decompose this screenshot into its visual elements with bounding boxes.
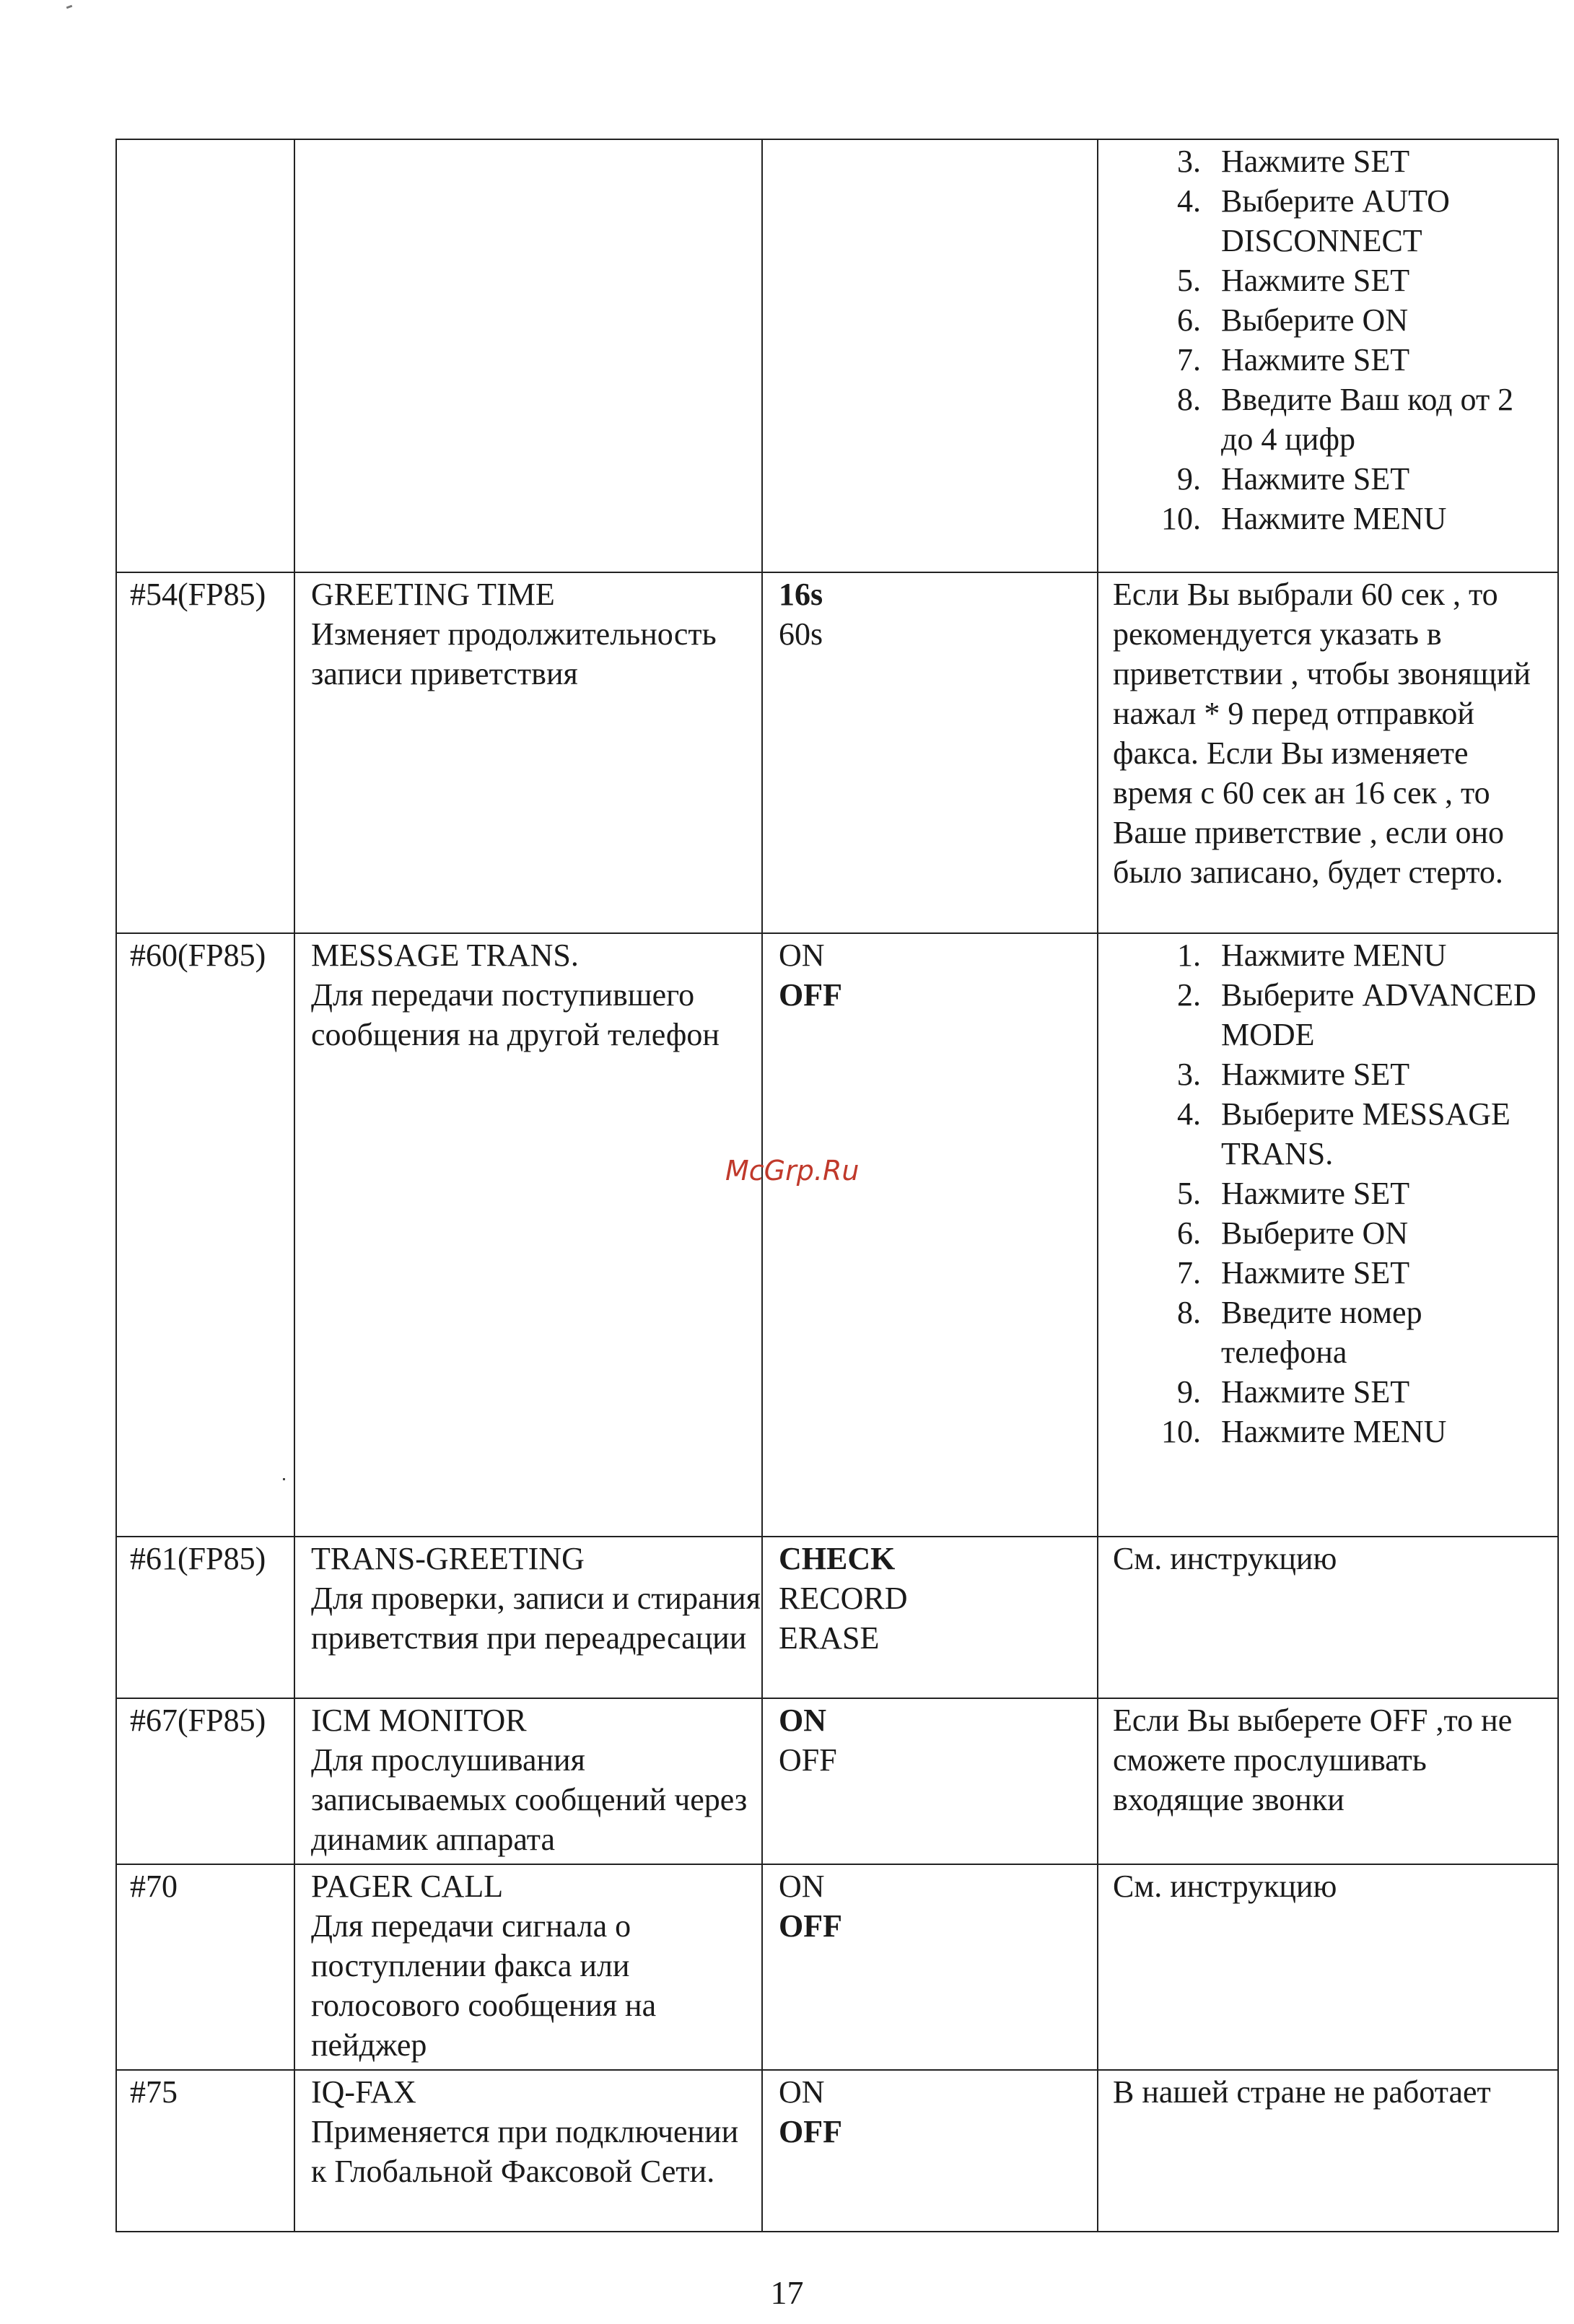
list-item: 1. Нажмите MENU [1177,938,1447,973]
option-default: 16s [779,577,823,612]
function-title: TRANS-GREETING [311,1541,585,1576]
instructions-cell [1098,933,1558,1537]
list-item: 7. Нажмите SET [1177,1255,1410,1290]
note-cell: В нашей стране не работает [1098,2070,1558,2232]
code-cell: #61(FP85) [116,1537,294,1698]
option: RECORD [779,1581,908,1616]
steps-list [1113,935,1553,1451]
list-item: 7. Нажмите SET [1177,342,1410,377]
function-cell [294,1698,762,1864]
note-cell: См. инструкцию [1098,1537,1558,1698]
list-item: 10. Нажмите MENU [1161,501,1447,536]
table-row [116,1698,1558,1864]
options-cell [762,139,1098,572]
function-description: Для передачи поступившего сообщения на другой телефон [311,977,720,1052]
options-cell [762,2070,1098,2232]
code-cell: #75 [116,2070,294,2232]
function-description: Для прослушивания записываемых сообщений через динамик аппарата [311,1742,748,1857]
list-item: 5. Нажмите SET [1177,263,1410,298]
list-item: 8. Введите номер телефона [1177,1295,1422,1370]
code-cell: #70 [116,1864,294,2070]
function-description: Изменяет продолжительность записи приветствия [311,616,717,691]
function-description: Для проверки, записи и стирания приветствия при переадресации [311,1581,761,1656]
option: ON [779,938,825,973]
list-item: 2. Выберите ADVANCED MODE [1177,977,1536,1052]
table-row [116,139,1558,572]
list-item: 6. Выберите ON [1177,302,1409,338]
list-item: 9. Нажмите SET [1177,461,1410,497]
note-cell: См. инструкцию [1098,1864,1558,2070]
code-cell: #60(FP85) [116,933,294,1537]
list-item: 8. Введите Ваш код от 2 до 4 цифр [1177,382,1514,457]
code-cell: #67(FP85) [116,1698,294,1864]
list-item: 10. Нажмите MENU [1161,1414,1447,1449]
options-cell [762,933,1098,1537]
function-title: ICM MONITOR [311,1703,527,1738]
table-row [116,572,1558,933]
list-item: 3. Нажмите SET [1177,144,1410,179]
function-cell [294,933,762,1537]
options-cell [762,572,1098,933]
options-cell [762,1537,1098,1698]
list-item: 4. Выберите MESSAGE TRANS. [1177,1096,1510,1171]
function-cell [294,1864,762,2070]
table-row [116,1537,1558,1698]
list-item: 5. Нажмите SET [1177,1176,1410,1211]
function-cell [294,2070,762,2232]
scan-speck [66,5,73,9]
list-item: 3. Нажмите SET [1177,1057,1410,1092]
option-default: CHECK [779,1541,896,1576]
function-title: MESSAGE TRANS. [311,938,579,973]
option-default: OFF [779,1908,842,1944]
list-item: 4. Выберите AUTO DISCONNECT [1177,183,1450,258]
note-cell: Если Вы выбрали 60 сек , то рекомендуется указать в приветствии , чтобы звонящий нажал * 9 перед отправкой факса. Если Вы изменяете время с 60 сек ан 16 сек , то Ваше приветствие , если оно было записано, будет стерто. [1098,572,1558,933]
function-description: Применяется при подключении к Глобальной Факсовой Сети. [311,2114,739,2189]
function-cell [294,139,762,572]
function-title: GREETING TIME [311,577,555,612]
option: ON [779,1869,825,1904]
options-cell [762,1864,1098,2070]
list-item: 6. Выберите ON [1177,1215,1409,1251]
option-default: OFF [779,2114,842,2149]
watermark: McGrp.Ru [725,1155,860,1187]
function-cell [294,572,762,933]
table-row [116,1864,1558,2070]
option: ON [779,2074,825,2110]
function-description: Для передачи сигнала о поступлении факса или голосового сообщения на пейджер [311,1908,657,2063]
function-title: IQ-FAX [311,2074,416,2110]
code-cell [116,139,294,572]
option: ERASE [779,1620,880,1656]
list-item: 9. Нажмите SET [1177,1374,1410,1410]
function-cell [294,1537,762,1698]
table-row [116,2070,1558,2232]
instructions-cell [1098,139,1558,572]
option: 60s [779,616,823,652]
option: OFF [779,1742,837,1778]
page-number: 17 [770,2274,804,2311]
code-cell: #54(FP85) [116,572,294,933]
table-row [116,933,1558,1537]
function-title: PAGER CALL [311,1869,504,1904]
scan-speck [283,1478,285,1480]
option-default: OFF [779,977,842,1013]
note-cell: Если Вы выберете OFF ,то не сможете прослушивать входящие звонки [1098,1698,1558,1864]
steps-list [1113,141,1553,538]
options-cell [762,1698,1098,1864]
option-default: ON [779,1703,826,1738]
